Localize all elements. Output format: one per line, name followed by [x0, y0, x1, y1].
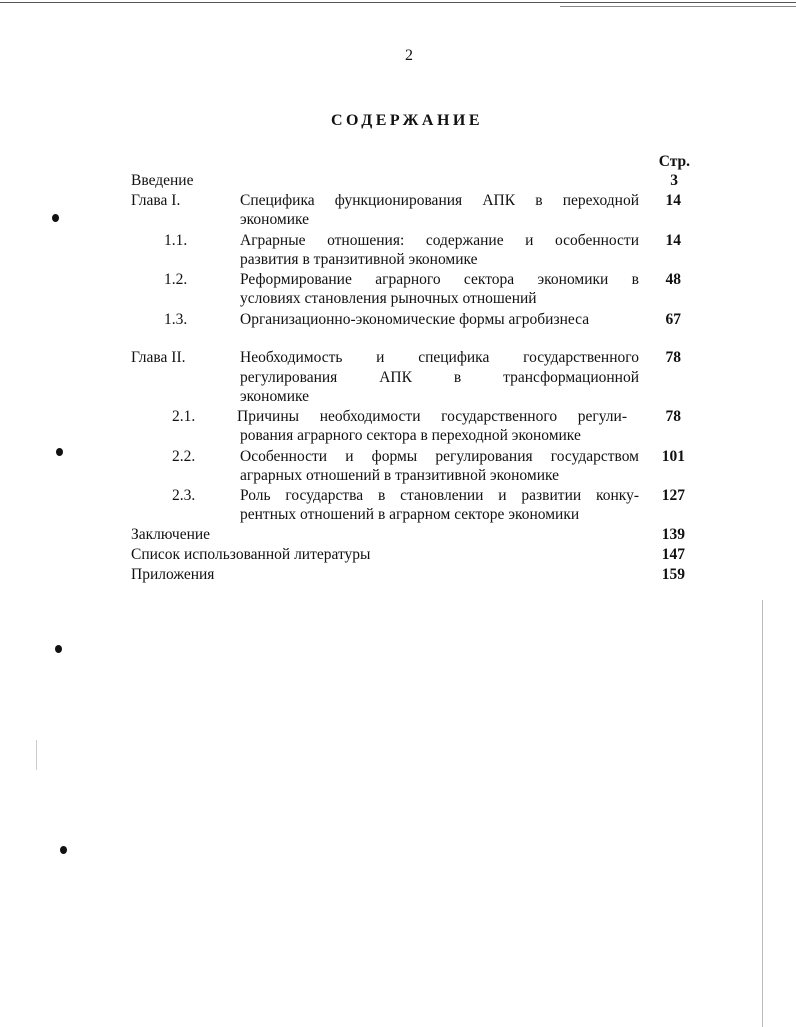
toc-chapter2-label: Глава II. — [131, 349, 186, 366]
scan-edge-left — [36, 740, 37, 770]
toc-section-2-3-line1: Роль государства в становлении и развитии конку- — [240, 487, 639, 504]
toc-section-2-2-line2: аграрных отношений в транзитивной экономике — [240, 467, 560, 484]
toc-intro-label: Введение — [131, 172, 194, 189]
punch-hole-mark — [60, 846, 67, 854]
toc-section-2-3-page: 127 — [661, 487, 685, 504]
toc-chapter1-title-line2: экономике — [240, 211, 310, 228]
punch-hole-mark — [56, 448, 63, 456]
toc-chapter2-title-line2: регулирования АПК в трансформационной — [240, 369, 639, 386]
toc-section-2-3-num: 2.3. — [172, 487, 196, 504]
toc-chapter2-title-line1: Необходимость и специфика государственного — [240, 349, 639, 366]
toc-chapter2-title-line3: экономике — [240, 388, 310, 405]
toc-section-2-1-num: 2.1. — [172, 408, 196, 425]
toc-chapter2-page: 78 — [665, 349, 681, 366]
toc-section-2-3-line2: рентных отношений в аграрном секторе экономики — [240, 506, 580, 523]
toc-references-page: 147 — [661, 546, 685, 563]
toc-section-1-2-line2: условиях становления рыночных отношений — [240, 290, 537, 307]
toc-section-1-1-num: 1.1. — [164, 232, 188, 249]
toc-references-label: Список использованной литературы — [131, 546, 371, 563]
toc-section-2-1-line2: рования аграрного сектора в переходной экономике — [240, 427, 581, 444]
toc-section-1-3-num: 1.3. — [164, 311, 188, 328]
punch-hole-mark — [55, 645, 62, 653]
punch-hole-mark — [52, 214, 59, 222]
toc-section-2-1-line1: Причины необходимости государственного регули- — [237, 408, 627, 425]
scan-edge-top — [0, 2, 796, 3]
toc-section-2-2-page: 101 — [661, 448, 685, 465]
toc-section-2-2-line1: Особенности и формы регулирования государством — [240, 448, 639, 465]
toc-section-2-1-page: 78 — [665, 408, 681, 425]
toc-section-1-1-line1: Аграрные отношения: содержание и особенности — [240, 232, 639, 249]
toc-section-1-2-num: 1.2. — [164, 271, 188, 288]
scan-edge-top-secondary — [560, 6, 796, 7]
toc-chapter1-page: 14 — [665, 192, 681, 209]
toc-section-1-2-line1: Реформирование аграрного сектора экономики в — [240, 271, 639, 288]
toc-conclusion-label: Заключение — [131, 526, 211, 543]
toc-section-1-2-page: 48 — [665, 271, 681, 288]
toc-section-1-1-line2: развития в транзитивной экономике — [240, 251, 478, 268]
toc-section-1-3-page: 67 — [665, 311, 681, 328]
toc-conclusion-page: 139 — [661, 526, 685, 543]
toc-section-2-2-num: 2.2. — [172, 448, 196, 465]
toc-title: СОДЕРЖАНИЕ — [330, 112, 484, 129]
toc-chapter1-title-line1: Специфика функционирования АПК в переходной — [240, 192, 639, 209]
toc-section-1-1-page: 14 — [665, 232, 681, 249]
toc-section-1-3-line1: Организационно-экономические формы агробизнеса — [240, 311, 590, 328]
toc-chapter1-label: Глава I. — [131, 192, 181, 209]
page-number: 2 — [405, 47, 413, 64]
toc-appendices-page: 159 — [661, 566, 685, 583]
toc-appendices-label: Приложения — [131, 566, 215, 583]
scan-edge-right — [762, 600, 763, 1027]
page-column-header: Стр. — [658, 153, 690, 170]
toc-intro-page: 3 — [670, 172, 678, 189]
